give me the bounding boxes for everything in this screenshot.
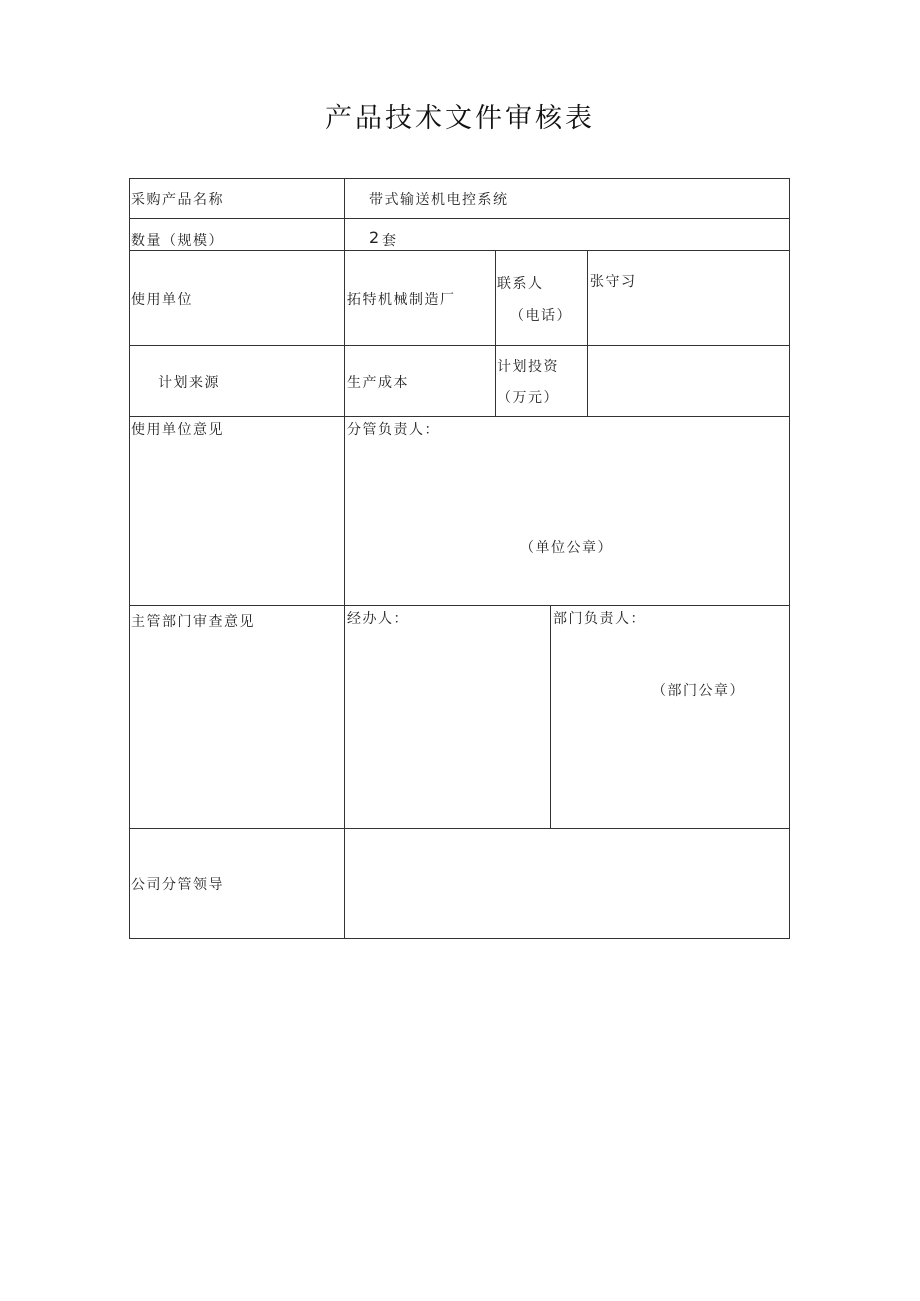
table-rule bbox=[495, 250, 496, 416]
contact-value: 张守习 bbox=[590, 274, 637, 290]
phone-label: （电话） bbox=[510, 308, 572, 324]
table-rule bbox=[129, 828, 790, 829]
quantity-label: 数量（规模） bbox=[131, 233, 224, 249]
table-rule bbox=[129, 416, 790, 417]
table-rule bbox=[129, 178, 790, 179]
dept-opinion-label: 主管部门审查意见 bbox=[131, 614, 255, 630]
table-rule bbox=[129, 605, 790, 606]
product-name-value: 带式输送机电控系统 bbox=[369, 192, 509, 208]
plan-source-label: 计划来源 bbox=[158, 375, 220, 391]
user-unit-label: 使用单位 bbox=[131, 292, 193, 308]
table-rule bbox=[587, 250, 588, 416]
table-rule bbox=[129, 250, 790, 251]
contact-label: 联系人 bbox=[497, 276, 544, 292]
responsible-label: 分管负责人： bbox=[347, 422, 440, 438]
leader-label: 公司分管领导 bbox=[131, 877, 224, 893]
table-rule bbox=[550, 605, 551, 828]
quantity-unit: 套 bbox=[382, 233, 398, 249]
table-rule bbox=[789, 178, 790, 938]
user-opinion-label: 使用单位意见 bbox=[131, 422, 224, 438]
handler-label: 经办人： bbox=[347, 611, 409, 627]
plan-source-value: 生产成本 bbox=[347, 375, 409, 391]
table-rule bbox=[129, 218, 790, 219]
user-unit-value: 拓特机械制造厂 bbox=[347, 292, 456, 308]
table-rule bbox=[344, 178, 345, 938]
table-rule bbox=[129, 938, 790, 939]
dept-seal-label: （部门公章） bbox=[652, 683, 745, 699]
product-name-label: 采购产品名称 bbox=[131, 192, 224, 208]
table-rule bbox=[129, 178, 130, 938]
page-title: 产品技术文件审核表 bbox=[325, 103, 595, 134]
dept-head-label: 部门负责人： bbox=[553, 611, 646, 627]
quantity-number: 2 bbox=[369, 228, 381, 247]
investment-unit: （万元） bbox=[497, 390, 559, 406]
unit-seal-label: （单位公章） bbox=[520, 540, 613, 556]
table-rule bbox=[129, 345, 790, 346]
investment-label: 计划投资 bbox=[497, 359, 559, 375]
